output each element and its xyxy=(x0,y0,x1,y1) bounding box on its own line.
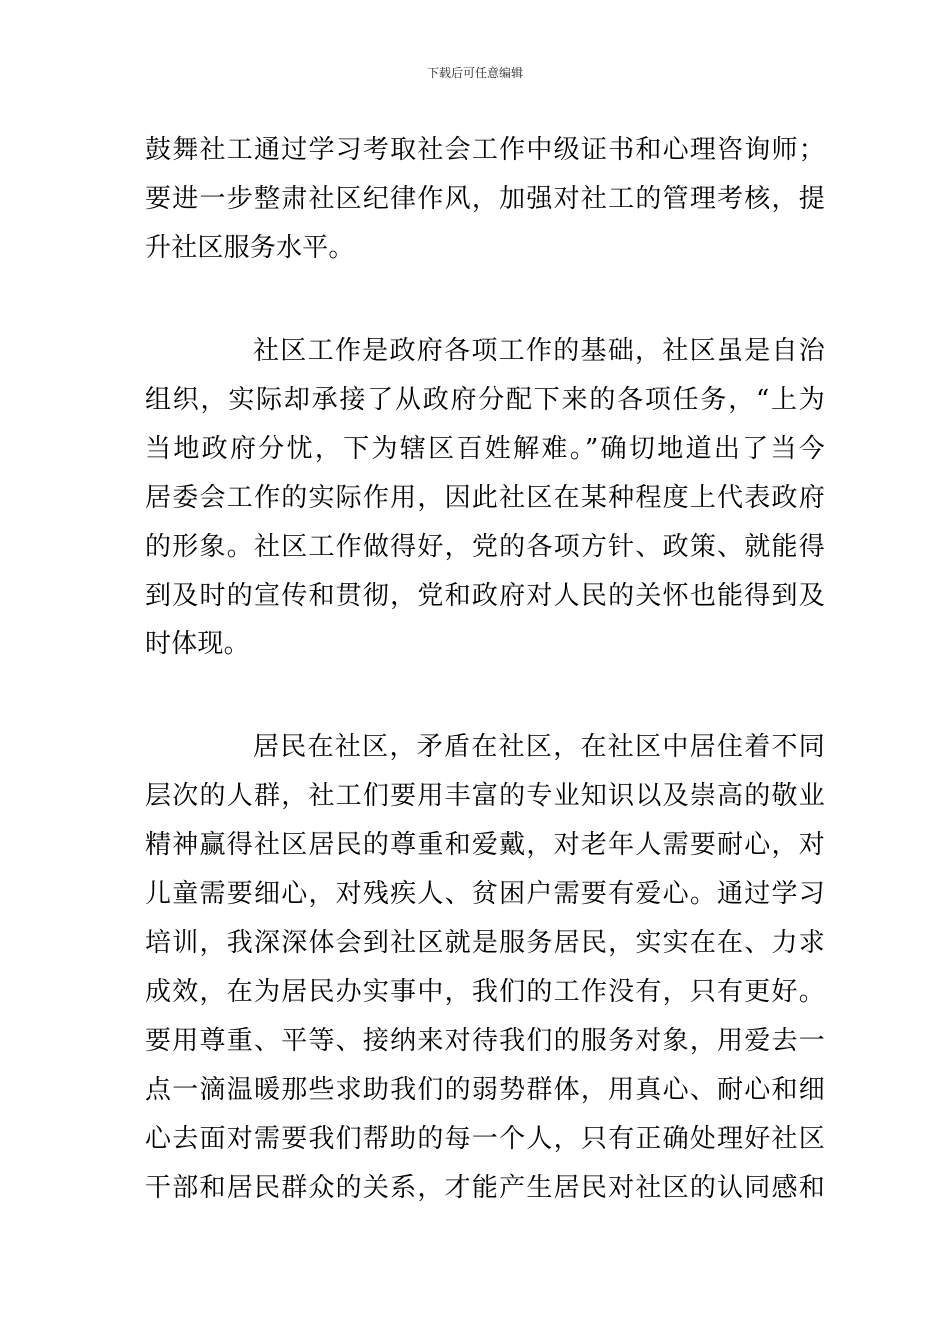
paragraph-3-line-10: 干部和居民群众的关系，才能产生居民对社区的认同感和 xyxy=(145,1173,825,1203)
paragraph-1-line-2: 要进一步整肃社区纪律作风，加强对社工的管理考核，提 xyxy=(145,184,825,214)
paragraph-1-line-3: 升社区服务水平。 xyxy=(145,233,355,263)
paragraph-2-line-3: 当地政府分忧，下为辖区百姓解难。”确切地道出了当今 xyxy=(145,434,825,464)
paragraph-3-line-9: 心去面对需要我们帮助的每一个人，只有正确处理好社区 xyxy=(145,1124,825,1154)
paragraph-2-line-2: 组织，实际却承接了从政府分配下来的各项任务，“上为 xyxy=(145,385,825,415)
paragraph-3-line-4: 儿童需要细心，对残疾人、贫困户需要有爱心。通过学习 xyxy=(145,879,825,909)
paragraph-1-line-1: 鼓舞社工通过学习考取社会工作中级证书和心理咨询师； xyxy=(145,135,825,165)
paragraph-2-line-6: 到及时的宣传和贯彻，党和政府对人民的关怀也能得到及 xyxy=(145,581,825,611)
paragraph-3-line-6: 成效，在为居民办实事中，我们的工作没有，只有更好。 xyxy=(145,977,825,1007)
paragraph-2-line-4: 居委会工作的实际作用，因此社区在某种程度上代表政府 xyxy=(145,483,825,513)
paragraph-3-line-1: 居民在社区，矛盾在社区，在社区中居住着不同 xyxy=(253,732,825,762)
paragraph-3-line-2: 层次的人群，社工们要用丰富的专业知识以及崇高的敬业 xyxy=(145,781,825,811)
paragraph-3-line-8: 点一滴温暖那些求助我们的弱势群体，用真心、耐心和细 xyxy=(145,1075,825,1105)
paragraph-3-line-5: 培训，我深深体会到社区就是服务居民，实实在在、力求 xyxy=(145,928,825,958)
paragraph-2-line-5: 的形象。社区工作做得好，党的各项方针、政策、就能得 xyxy=(145,532,825,562)
paragraph-2-line-7: 时体现。 xyxy=(145,629,250,659)
paragraph-3-line-3: 精神赢得社区居民的尊重和爱戴，对老年人需要耐心，对 xyxy=(145,830,825,860)
paragraph-3-line-7: 要用尊重、平等、接纳来对待我们的服务对象，用爱去一 xyxy=(145,1026,825,1056)
page-header: 下载后可任意编辑 xyxy=(426,66,523,80)
paragraph-2-line-1: 社区工作是政府各项工作的基础，社区虽是自治 xyxy=(253,336,825,366)
